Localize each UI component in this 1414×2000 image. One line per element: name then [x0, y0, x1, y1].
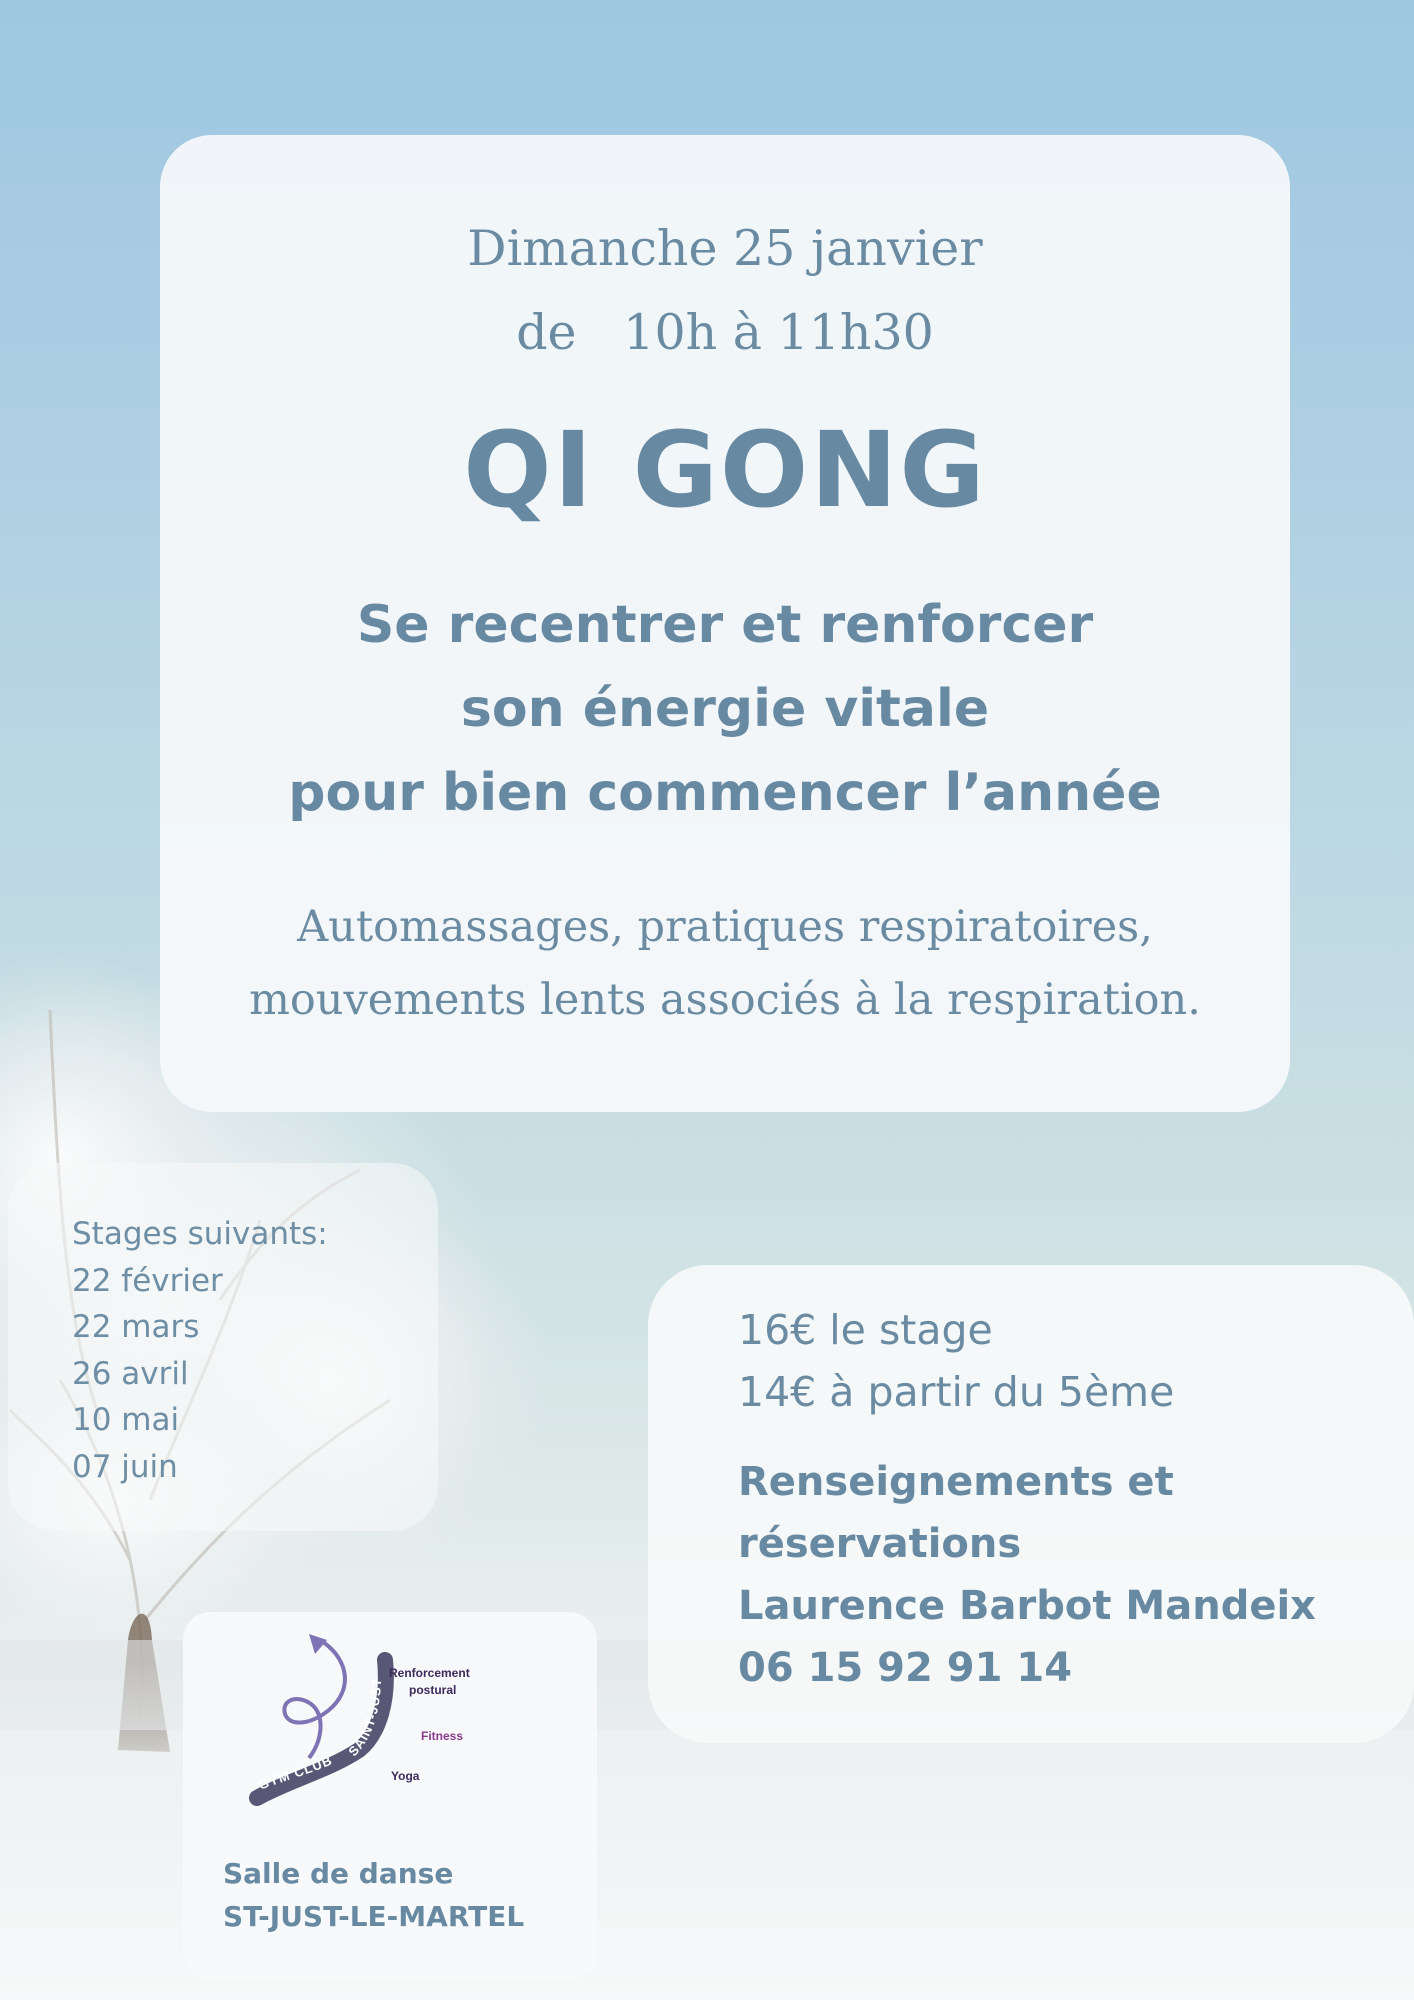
event-schedule	[160, 207, 1290, 375]
stage-date: 10 mai	[72, 1402, 180, 1438]
event-time: de 10h à 11h30	[516, 304, 934, 361]
event-card	[160, 135, 1290, 1112]
venue-name	[223, 1852, 524, 1938]
subtitle-line: pour bien commencer l’année	[288, 763, 1162, 823]
contact-name: Laurence Barbot Mandeix	[738, 1583, 1316, 1629]
stage-date: 22 février	[72, 1262, 223, 1299]
price-reduced: 14€ à partir du 5ème	[738, 1368, 1175, 1416]
logo-arrow-icon	[284, 1642, 345, 1758]
contact-block	[738, 1451, 1414, 1699]
contact-heading: réservations	[738, 1521, 1022, 1567]
logo-arc-bottom: GYM CLUB	[256, 1752, 335, 1793]
stages-heading: Stages suivants:	[72, 1216, 328, 1252]
upcoming-stages-card	[8, 1163, 438, 1531]
contact-heading: Renseignements et	[738, 1459, 1174, 1505]
event-subtitle	[160, 583, 1290, 835]
event-title: QI GONG	[463, 409, 987, 531]
description-line: Automassages, pratiques respiratoires,	[297, 902, 1153, 952]
logo-activity: postural	[409, 1683, 457, 1697]
logo-activity: Fitness	[421, 1729, 464, 1743]
stage-date: 26 avril	[72, 1355, 189, 1392]
description-line: mouvements lents associés à la respiration.	[249, 975, 1201, 1025]
subtitle-line: son énergie vitale	[460, 679, 990, 739]
logo-activity: Yoga	[391, 1769, 420, 1783]
event-description	[160, 891, 1290, 1037]
stage-date: 07 juin	[72, 1448, 178, 1485]
subtitle-line: Se recentrer et renforcer	[356, 595, 1094, 655]
logo-activity: Renforcement	[389, 1666, 470, 1680]
event-date: Dimanche 25 janvier	[467, 220, 983, 277]
venue-card	[183, 1612, 597, 1980]
gym-club-logo	[249, 1630, 539, 1810]
venue-room: Salle de danse	[223, 1857, 454, 1890]
pricing-contact-card	[648, 1265, 1414, 1743]
stage-date: 22 mars	[72, 1309, 200, 1345]
venue-town: ST-JUST-LE-MARTEL	[223, 1900, 525, 1933]
contact-phone[interactable]: 06 15 92 91 14	[738, 1645, 1073, 1691]
logo-arc-top: SAINT-JUST	[345, 1677, 385, 1760]
price-single: 16€ le stage	[738, 1306, 993, 1354]
